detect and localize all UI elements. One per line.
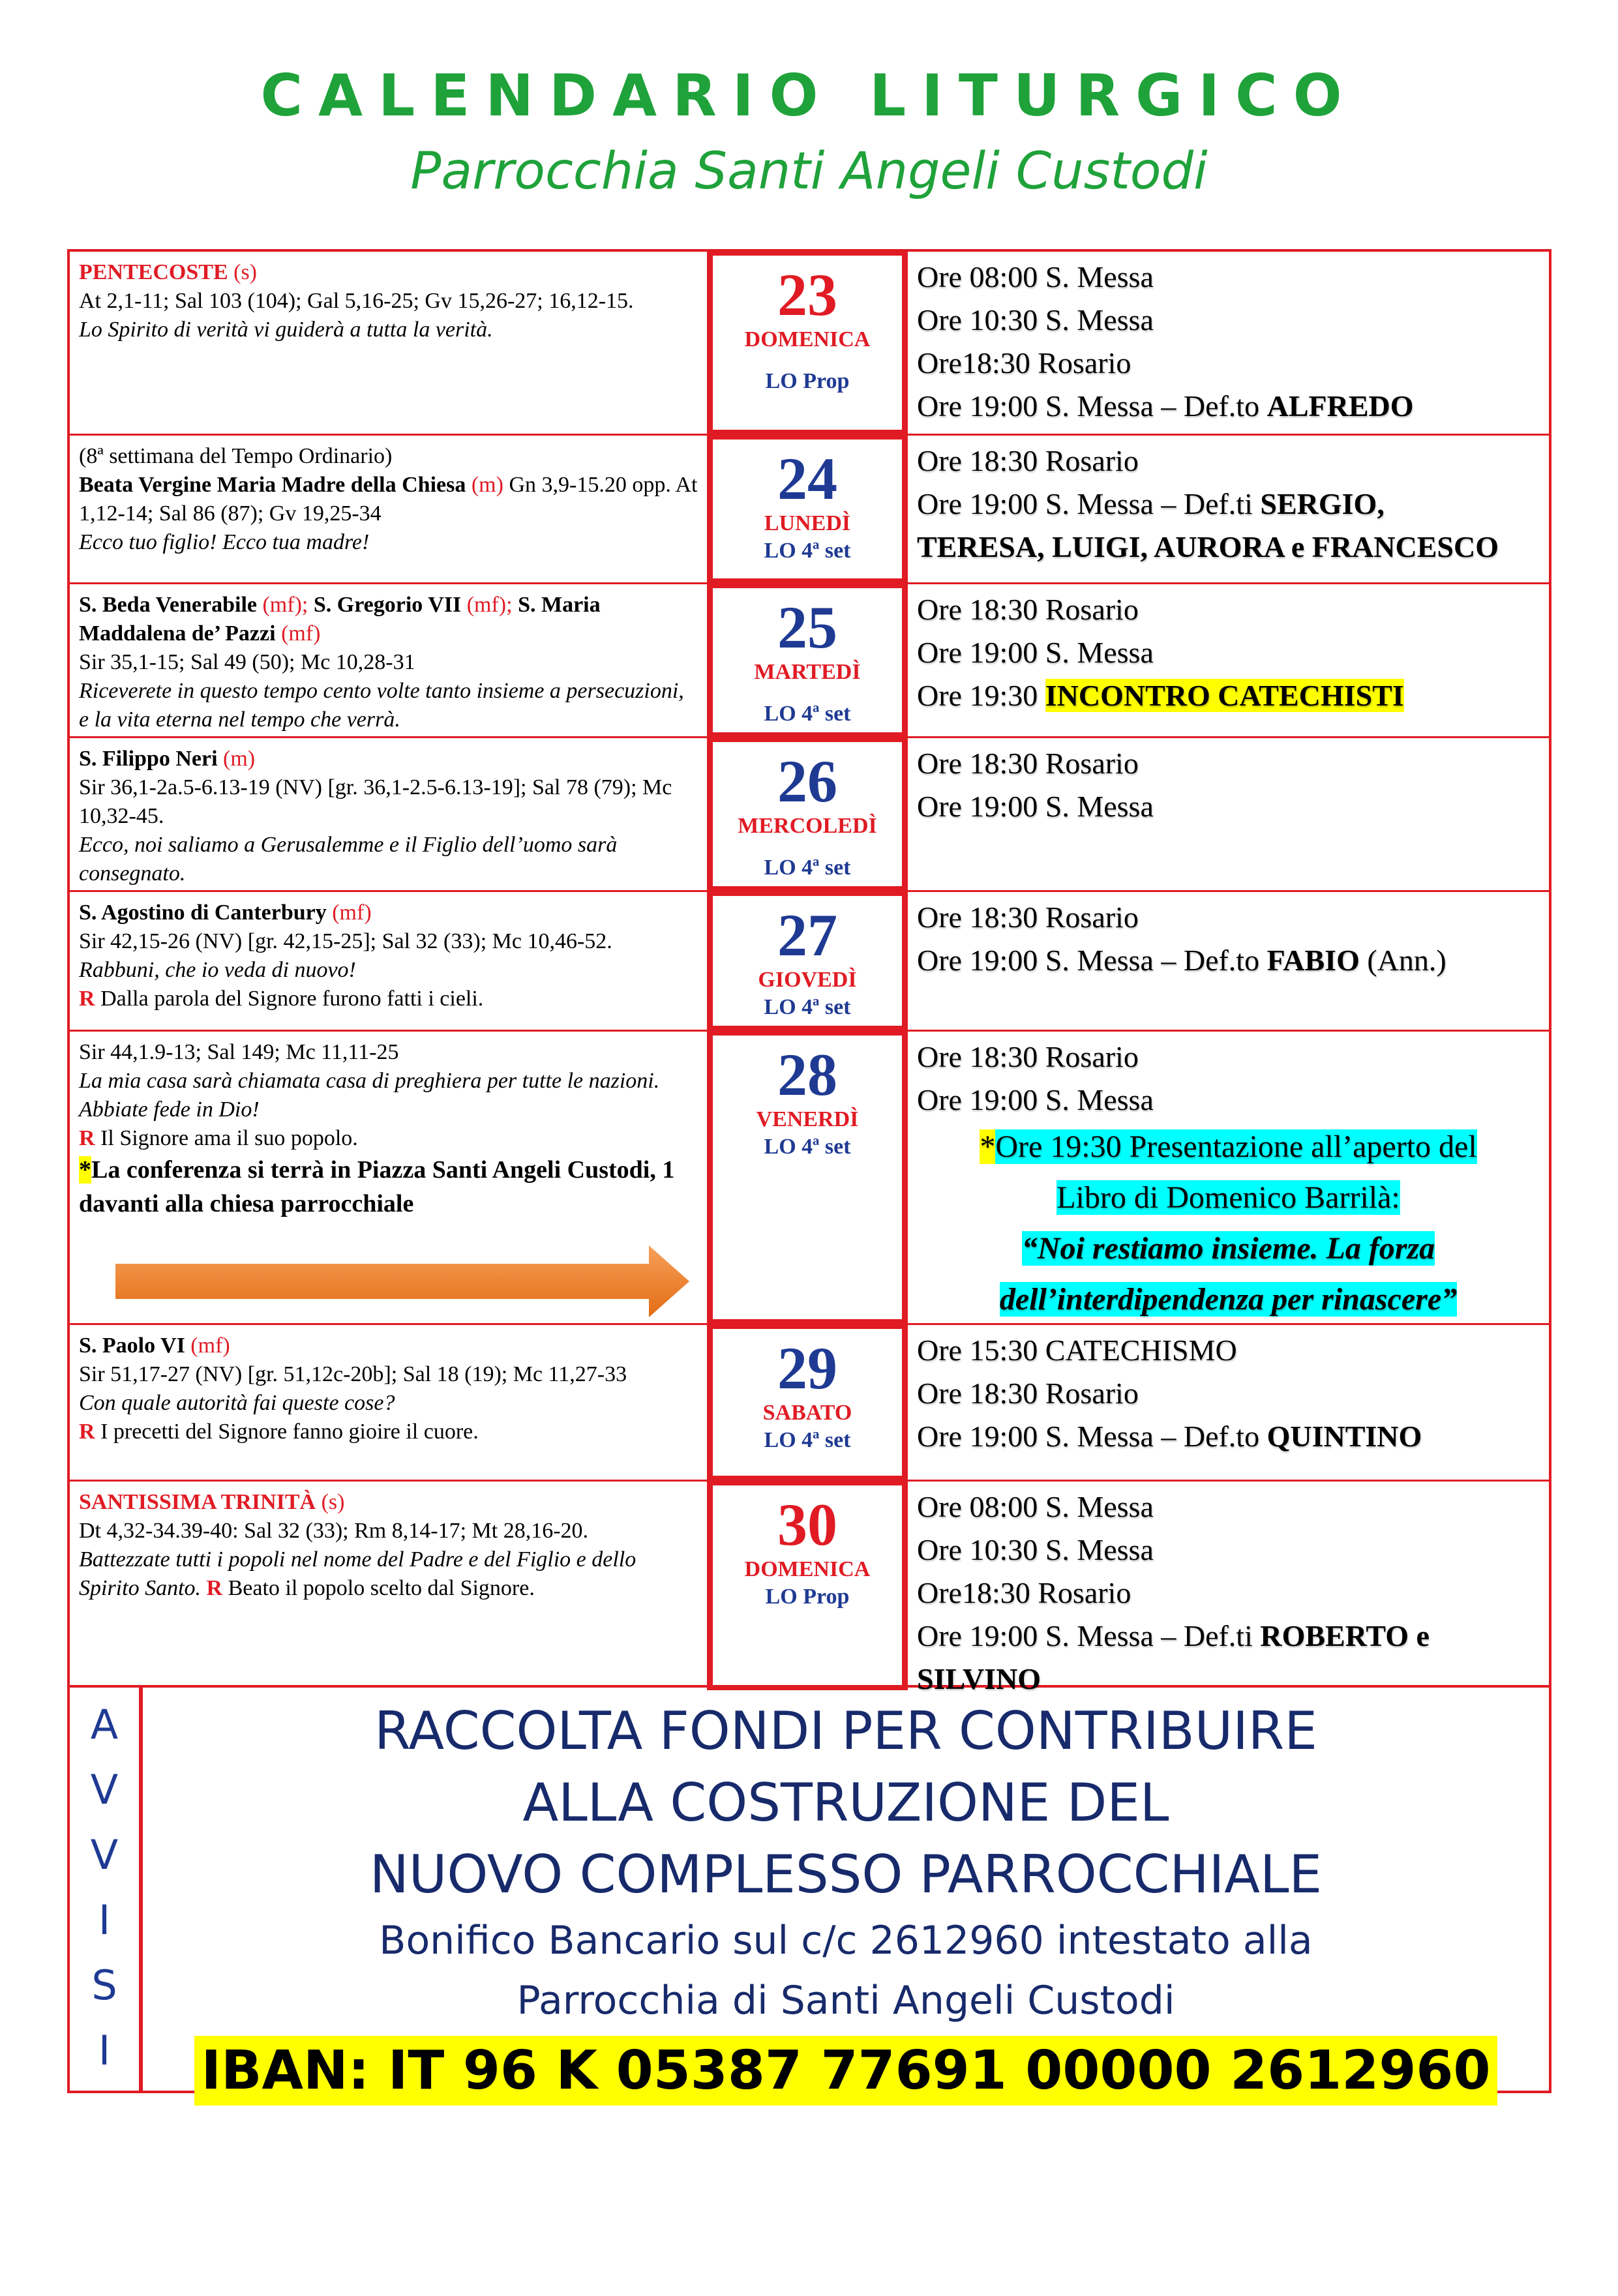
calendar-row-23 xyxy=(70,252,1549,436)
fundraising-line: ALLA COSTRUZIONE DEL xyxy=(522,1772,1169,1833)
feast-tag: (mf) xyxy=(190,1334,230,1358)
motto: Con quale autorità fai queste cose? xyxy=(79,1391,395,1415)
calendar-row-27 xyxy=(70,892,1549,1032)
response: I precetti del Signore fanno gioire il cuore. xyxy=(100,1420,479,1444)
date-cell xyxy=(709,1482,906,1690)
readings-cell xyxy=(70,892,709,1030)
deceased-name: FABIO xyxy=(1266,944,1360,977)
deceased-name: SERGIO, xyxy=(1260,487,1385,520)
schedule-item: Ore 15:30 CATECHISMO xyxy=(917,1334,1237,1367)
date-cell xyxy=(709,892,906,1030)
page-subtitle: Parrocchia Santi Angeli Custodi xyxy=(410,142,1208,201)
deceased-name: QUINTINO xyxy=(1266,1420,1422,1453)
saint-name: S. Maria Maddalena de’ Pazzi xyxy=(79,593,601,646)
day-number: 23 xyxy=(777,261,837,328)
schedule-item: Ore 08:00 S. Messa xyxy=(917,1490,1154,1523)
feast-name: SANTISSIMA TRINITÀ xyxy=(79,1490,316,1514)
notices-body xyxy=(143,1688,1549,2102)
day-name: DOMENICA xyxy=(744,327,871,351)
readings-cell xyxy=(70,738,709,890)
day-name: MERCOLEDÌ xyxy=(738,814,877,838)
date-cell xyxy=(709,584,906,736)
schedule-cell xyxy=(906,1032,1549,1323)
motto: Lo Spirito di verità vi guiderà a tutta la verità. xyxy=(79,318,493,342)
schedule-item: Ore 19:00 S. Messa – Def.ti xyxy=(917,487,1253,520)
schedule-item: Ore 18:30 Rosario xyxy=(917,1377,1139,1410)
page-title: CALENDARIO LITURGICO xyxy=(260,62,1358,129)
feast-name: S. Paolo VI xyxy=(79,1334,185,1358)
motto: Riceverete in questo tempo cento volte tanto insieme a persecuzioni, e la vita eterna nel tempo che verrà. xyxy=(79,679,684,732)
schedule-item: Ore 18:30 Rosario xyxy=(917,444,1139,477)
response-label: R xyxy=(206,1576,223,1600)
day-number: 30 xyxy=(777,1491,837,1558)
readings: Sir 42,15-26 (NV) [gr. 42,15-25]; Sal 32 (33); Mc 10,46-52. xyxy=(79,929,612,953)
response-label: R xyxy=(79,1126,95,1150)
response: Beato il popolo scelto dal Signore. xyxy=(228,1576,535,1600)
readings: Sir 36,1-2a.5-6.13-19 (NV) [gr. 36,1-2.5-6.13-19]; Sal 78 (79); Mc 10,32-45. xyxy=(79,775,672,828)
day-number: 26 xyxy=(777,748,837,814)
schedule-item: Ore18:30 Rosario xyxy=(917,1576,1131,1609)
liturgy-week: LO 4ª set xyxy=(764,702,851,726)
calendar-table xyxy=(67,249,1551,1695)
motto: Ecco, noi saliamo a Gerusalemme e il Figlio dell’uomo sarà consegnato. xyxy=(79,833,618,886)
feast-tag: (mf) xyxy=(281,621,321,646)
deceased-name: ROBERTO e xyxy=(1260,1619,1430,1652)
deceased-names: SILVINO xyxy=(917,1662,1041,1695)
readings: Dt 4,32-34.39-40: Sal 32 (33); Rm 8,14-17; Mt 28,16-20. xyxy=(79,1519,589,1543)
book-title: dell’interdipendenza per rinascere” xyxy=(999,1282,1458,1317)
schedule-cell xyxy=(906,252,1549,434)
liturgy-week: LO Prop xyxy=(765,1585,850,1609)
motto: Battezzate tutti i popoli nel nome del Padre e del Figlio e dello Spirito Santo. xyxy=(79,1547,637,1600)
liturgy-week: LO 4ª set xyxy=(764,539,851,563)
arrow-right-icon xyxy=(115,1245,689,1317)
schedule-cell xyxy=(906,738,1549,890)
calendar-row-29 xyxy=(70,1325,1549,1482)
fundraising-line: RACCOLTA FONDI PER CONTRIBUIRE xyxy=(374,1701,1317,1761)
schedule-item: Ore 18:30 Rosario xyxy=(917,593,1139,626)
date-cell xyxy=(709,738,906,890)
readings-cell xyxy=(70,1032,709,1323)
book-presentation xyxy=(917,1122,1540,1325)
feast-name: S. Filippo Neri xyxy=(79,747,218,771)
motto: Rabbuni, che io veda di nuovo! xyxy=(79,958,356,982)
day-number: 27 xyxy=(777,902,837,968)
date-cell xyxy=(709,436,906,582)
schedule-item: Ore 18:30 Rosario xyxy=(917,747,1139,780)
readings: Sir 51,17-27 (NV) [gr. 51,12c-20b]; Sal 18 (19); Mc 11,27-33 xyxy=(79,1362,627,1386)
feast-tag: (s) xyxy=(321,1490,345,1514)
calendar-row-25 xyxy=(70,584,1549,738)
presentation-line: Libro di Domenico Barrilà: xyxy=(1056,1180,1400,1215)
day-number: 28 xyxy=(777,1041,837,1108)
feast-tag: (mf); xyxy=(262,593,308,617)
bank-transfer-line: Bonifico Bancario sul c/c 2612960 intestato alla xyxy=(379,1918,1313,1963)
notices-letter: S xyxy=(91,1961,117,2009)
response-label: R xyxy=(79,1420,95,1444)
calendar-row-28 xyxy=(70,1032,1549,1325)
date-cell xyxy=(709,1032,906,1323)
day-number: 25 xyxy=(777,594,837,661)
schedule-item: Ore 19:00 S. Messa – Def.to xyxy=(917,389,1260,423)
readings-cell xyxy=(70,252,709,434)
readings: At 2,1-11; Sal 103 (104); Gal 5,16-25; Gv 15,26-27; 16,12-15. xyxy=(79,289,634,313)
note-star: * xyxy=(79,1156,91,1184)
liturgy-week: LO 4ª set xyxy=(764,1135,851,1159)
readings-cell xyxy=(70,1325,709,1480)
week-note: (8ª settimana del Tempo Ordinario) xyxy=(79,444,393,468)
calendar-row-26 xyxy=(70,738,1549,892)
schedule-item: Ore 19:00 S. Messa – Def.ti xyxy=(917,1619,1253,1652)
conference-note: La conferenza si terrà in Piazza Santi Angeli Custodi, 1 davanti alla chiesa parrocchiale xyxy=(79,1156,675,1217)
schedule-item: Ore 08:00 S. Messa xyxy=(917,260,1154,293)
anniversary-tag: (Ann.) xyxy=(1367,944,1446,977)
liturgy-week: LO 4ª set xyxy=(764,995,851,1019)
schedule-cell xyxy=(906,584,1549,736)
notices-letter: I xyxy=(98,2027,111,2074)
notices-section xyxy=(67,1688,1551,2102)
day-number: 29 xyxy=(777,1335,837,1401)
feast-name: PENTECOSTE xyxy=(79,260,228,284)
motto: La mia casa sarà chiamata casa di preghiera per tutte le nazioni. Abbiate fede in Dio! xyxy=(79,1069,660,1122)
day-name: LUNEDÌ xyxy=(764,511,851,535)
schedule-item: Ore 10:30 S. Messa xyxy=(917,303,1154,336)
day-name: SABATO xyxy=(762,1401,852,1425)
feast-name: S. Agostino di Canterbury xyxy=(79,901,327,925)
feast-name: Beata Vergine Maria Madre della Chiesa xyxy=(79,473,466,497)
bank-transfer-line: Parrocchia di Santi Angeli Custodi xyxy=(517,1978,1175,2023)
calendar-row-24 xyxy=(70,436,1549,584)
liturgy-week: LO 4ª set xyxy=(764,1428,851,1452)
schedule-item: Ore 10:30 S. Messa xyxy=(917,1533,1154,1566)
book-title: “Noi restiamo insieme. La forza xyxy=(1021,1231,1435,1266)
feast-tag: (mf) xyxy=(332,901,372,925)
readings-cell xyxy=(70,1482,709,1690)
schedule-item: Ore18:30 Rosario xyxy=(917,346,1131,380)
schedule-item: Ore 19:30 xyxy=(917,679,1038,712)
day-name: MARTEDÌ xyxy=(754,660,861,684)
day-name: VENERDÌ xyxy=(756,1107,859,1131)
deceased-names: TERESA, LUIGI, AURORA e FRANCESCO xyxy=(917,530,1499,563)
feast-tag: (m) xyxy=(471,473,503,497)
schedule-item: Ore 19:00 S. Messa xyxy=(917,1083,1154,1116)
highlight-event: INCONTRO CATECHISTI xyxy=(1045,679,1404,712)
saint-name: S. Gregorio VII xyxy=(313,593,462,617)
calendar-row-30 xyxy=(70,1482,1549,1695)
notices-letter: V xyxy=(90,1766,119,1813)
day-name: DOMENICA xyxy=(744,1557,871,1581)
readings: Sir 44,1.9-13; Sal 149; Mc 11,11-25 xyxy=(79,1040,399,1064)
notices-letter: A xyxy=(90,1701,119,1748)
liturgy-week: LO Prop xyxy=(765,369,850,393)
schedule-cell xyxy=(906,892,1549,1030)
feast-tag: (s) xyxy=(233,260,258,284)
schedule-item: Ore 19:00 S. Messa – Def.to xyxy=(917,944,1260,977)
schedule-cell xyxy=(906,436,1549,582)
schedule-item: Ore 19:00 S. Messa – Def.to xyxy=(917,1420,1260,1453)
day-name: GIOVEDÌ xyxy=(758,968,857,992)
date-cell xyxy=(709,252,906,434)
response: Il Signore ama il suo popolo. xyxy=(100,1126,358,1150)
deceased-name: ALFREDO xyxy=(1266,389,1414,423)
date-cell xyxy=(709,1325,906,1480)
fundraising-line: NUOVO COMPLESSO PARROCCHIALE xyxy=(369,1844,1323,1905)
motto: Ecco tuo figlio! Ecco tua madre! xyxy=(79,530,370,554)
notices-label xyxy=(70,1688,143,2091)
readings-cell xyxy=(70,584,709,736)
schedule-cell xyxy=(906,1325,1549,1480)
readings: Gn 3,9-15.20 opp. At 1,12-14; Sal 86 (87); Gv 19,25-34 xyxy=(79,473,698,526)
schedule-item: Ore 19:00 S. Messa xyxy=(917,790,1154,823)
iban: IBAN: IT 96 K 05387 77691 00000 2612960 xyxy=(194,2036,1497,2106)
day-number: 24 xyxy=(777,445,837,512)
liturgy-week: LO 4ª set xyxy=(764,856,851,880)
schedule-item: Ore 18:30 Rosario xyxy=(917,1040,1139,1073)
feast-tag: (m) xyxy=(223,747,256,771)
schedule-item: Ore 18:30 Rosario xyxy=(917,901,1139,934)
response-label: R xyxy=(79,987,95,1011)
readings: Sir 35,1-15; Sal 49 (50); Mc 10,28-31 xyxy=(79,650,415,674)
saint-name: S. Beda Venerabile xyxy=(79,593,257,617)
response: Dalla parola del Signore furono fatti i cieli. xyxy=(100,987,484,1011)
feast-tag: (mf); xyxy=(466,593,513,617)
notices-letter: I xyxy=(98,1896,111,1944)
schedule-cell xyxy=(906,1482,1549,1695)
notices-letter: V xyxy=(90,1831,119,1879)
schedule-item: Ore 19:00 S. Messa xyxy=(917,636,1154,669)
presentation-line: Ore 19:30 Presentazione all’aperto del xyxy=(995,1129,1477,1164)
readings-cell xyxy=(70,436,709,582)
presentation-star: * xyxy=(980,1129,996,1164)
